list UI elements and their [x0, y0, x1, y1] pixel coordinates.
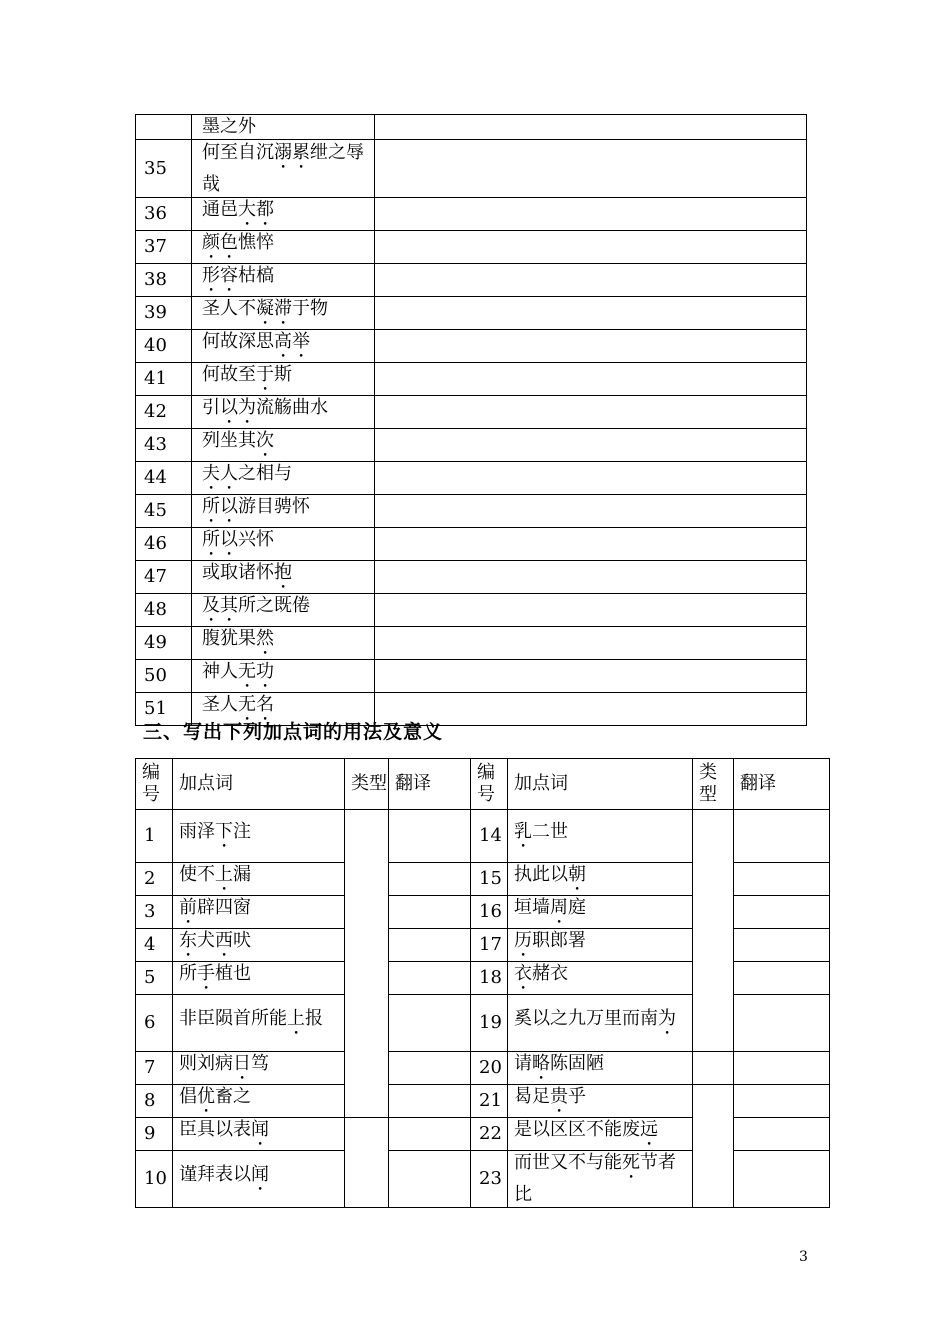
emphasized-char: 历	[514, 930, 532, 951]
translation-cell[interactable]	[389, 1052, 471, 1085]
row-number: 44	[136, 462, 192, 495]
type-cell[interactable]	[693, 810, 734, 1052]
answer-cell[interactable]	[375, 363, 807, 396]
row-number: 23	[471, 1151, 508, 1208]
translation-cell[interactable]	[734, 1085, 830, 1118]
phrase-cell: 臣具以表闻	[173, 1118, 345, 1151]
emphasized-char: 略	[532, 1053, 550, 1074]
row-number: 39	[136, 297, 192, 330]
phrase-cell: 圣人不凝滞于物	[192, 297, 375, 330]
translation-cell[interactable]	[389, 995, 471, 1052]
emphasized-char: 手	[197, 963, 215, 984]
row-number: 5	[136, 962, 173, 995]
emphasized-char: 优	[197, 1086, 215, 1107]
row-number: 4	[136, 929, 173, 962]
type-cell[interactable]	[693, 1052, 734, 1085]
row-number: 7	[136, 1052, 173, 1085]
phrase-cell: 所以兴怀	[192, 528, 375, 561]
table-row	[136, 594, 807, 627]
row-number: 45	[136, 495, 192, 528]
row-number: 37	[136, 231, 192, 264]
table-row	[136, 115, 807, 140]
phrase-cell: 东犬西吠	[173, 929, 345, 962]
translation-cell[interactable]	[734, 896, 830, 929]
translation-cell[interactable]	[734, 810, 830, 863]
phrase-cell: 前辟四窗	[173, 896, 345, 929]
emphasized-char: 累	[292, 141, 310, 163]
answer-cell[interactable]	[375, 429, 807, 462]
phrase-cell: 而世又不与能死节者比	[508, 1151, 693, 1208]
table-row	[136, 363, 807, 396]
phrase-cell: 神人无功	[192, 660, 375, 693]
phrase-cell: 奚以之九万里而南为	[508, 995, 693, 1052]
emphasized-char: 色	[220, 232, 238, 253]
header-word: 加点词	[508, 759, 693, 810]
header-translation: 翻译	[389, 759, 471, 810]
row-number: 35	[136, 140, 192, 198]
answer-cell[interactable]	[375, 297, 807, 330]
answer-cell[interactable]	[375, 140, 807, 198]
table-row	[136, 627, 807, 660]
emphasized-char: 夫	[202, 463, 220, 484]
emphasized-char: 以	[220, 496, 238, 517]
usage-table	[135, 758, 830, 1208]
emphasized-char: 于	[256, 364, 274, 385]
phrase-cell: 请略陈固陋	[508, 1052, 693, 1085]
emphasized-char: 溺	[274, 141, 292, 163]
phrase-cell: 非臣陨首所能上报	[173, 995, 345, 1052]
phrase-cell: 使不上漏	[173, 863, 345, 896]
row-number: 1	[136, 810, 173, 863]
phrase-cell: 何故深思高举	[192, 330, 375, 363]
phrase-cell: 则刘病日笃	[173, 1052, 345, 1085]
row-number: 48	[136, 594, 192, 627]
emphasized-char: 颜	[202, 232, 220, 253]
emphasized-char: 形	[202, 265, 220, 286]
translation-cell[interactable]	[389, 929, 471, 962]
emphasized-char: 下	[215, 821, 233, 842]
row-number: 8	[136, 1085, 173, 1118]
row-number: 43	[136, 429, 192, 462]
emphasized-char: 为	[238, 397, 256, 418]
translation-cell[interactable]	[389, 863, 471, 896]
table-row	[136, 264, 807, 297]
table-row	[136, 660, 807, 693]
answer-cell[interactable]	[375, 330, 807, 363]
section-title: 三、写出下列加点词的用法及意义	[143, 721, 444, 743]
row-number: 51	[136, 693, 192, 726]
answer-cell[interactable]	[375, 198, 807, 231]
phrase-cell: 曷足贵乎	[508, 1085, 693, 1118]
emphasized-char: 无	[238, 694, 256, 715]
row-number: 20	[471, 1052, 508, 1085]
emphasized-char: 名	[256, 694, 274, 715]
row-number: 38	[136, 264, 192, 297]
type-cell[interactable]	[345, 1118, 389, 1208]
phrase-cell: 夫人之相与	[192, 462, 375, 495]
answer-cell[interactable]	[375, 462, 807, 495]
emphasized-char: 周	[550, 897, 568, 918]
emphasized-char: 闻	[251, 1164, 269, 1185]
table-row	[136, 297, 807, 330]
translation-cell[interactable]	[734, 1052, 830, 1085]
phrase-cell: 雨泽下注	[173, 810, 345, 863]
row-number: 6	[136, 995, 173, 1052]
emphasized-char: 上	[287, 1008, 305, 1029]
vocabulary-table	[135, 114, 807, 726]
phrase-cell: 垣墙周庭	[508, 896, 693, 929]
emphasized-char: 衣	[514, 963, 532, 984]
row-number: 16	[471, 896, 508, 929]
emphasized-char: 无	[238, 661, 256, 682]
row-number: 2	[136, 863, 173, 896]
emphasized-char: 人	[220, 463, 238, 484]
emphasized-char: 功	[256, 661, 274, 682]
emphasized-char: 所	[202, 496, 220, 517]
table-row	[136, 330, 807, 363]
answer-cell[interactable]	[375, 264, 807, 297]
row-number: 17	[471, 929, 508, 962]
translation-cell[interactable]	[734, 1151, 830, 1208]
emphasized-char: 举	[292, 331, 310, 352]
emphasized-char: 朝	[568, 864, 586, 885]
phrase-cell: 或取诸怀抱	[192, 561, 375, 594]
emphasized-char: 日	[233, 1053, 251, 1074]
row-number: 18	[471, 962, 508, 995]
header-num: 编号	[471, 759, 508, 810]
phrase-cell: 及其所之既倦	[192, 594, 375, 627]
translation-cell[interactable]	[389, 810, 471, 863]
table-row	[136, 810, 830, 863]
row-number: 36	[136, 198, 192, 231]
header-word: 加点词	[173, 759, 345, 810]
header-type: 类型	[345, 759, 389, 810]
row-number: 22	[471, 1118, 508, 1151]
emphasized-char: 以	[220, 397, 238, 418]
row-number: 50	[136, 660, 192, 693]
table-row	[136, 561, 807, 594]
phrase-cell: 墨之外	[192, 115, 375, 140]
phrase-cell: 倡优畜之	[173, 1085, 345, 1118]
answer-cell[interactable]	[375, 561, 807, 594]
phrase-cell: 形容枯槁	[192, 264, 375, 297]
table-row	[136, 462, 807, 495]
row-number: 46	[136, 528, 192, 561]
row-number: 40	[136, 330, 192, 363]
type-cell[interactable]	[693, 1085, 734, 1208]
phrase-cell: 所以游目骋怀	[192, 495, 375, 528]
phrase-cell: 颜色憔悴	[192, 231, 375, 264]
header-type: 类型	[693, 759, 734, 810]
phrase-cell: 列坐其次	[192, 429, 375, 462]
answer-cell[interactable]	[375, 627, 807, 660]
emphasized-char: 凝	[256, 298, 274, 319]
answer-cell[interactable]	[375, 495, 807, 528]
emphasized-char: 都	[256, 199, 274, 220]
row-number: 49	[136, 627, 192, 660]
row-number: 3	[136, 896, 173, 929]
emphasized-char: 上	[215, 864, 233, 885]
emphasized-char: 抱	[274, 562, 292, 583]
emphasized-char: 其	[220, 595, 238, 616]
emphasized-char: 远	[640, 1119, 658, 1140]
phrase-cell: 执此以朝	[508, 863, 693, 896]
row-number	[136, 115, 192, 140]
answer-cell[interactable]	[375, 528, 807, 561]
emphasized-char: 所	[202, 529, 220, 550]
phrase-cell: 是以区区不能废远	[508, 1118, 693, 1151]
translation-cell[interactable]	[734, 962, 830, 995]
translation-cell[interactable]	[389, 1085, 471, 1118]
row-number: 41	[136, 363, 192, 396]
header-row	[136, 759, 830, 810]
row-number: 19	[471, 995, 508, 1052]
table-row	[136, 528, 807, 561]
table-row	[136, 140, 807, 198]
phrase-cell: 何至自沉溺累绁之辱哉	[192, 140, 375, 198]
phrase-cell: 历职郎署	[508, 929, 693, 962]
answer-cell[interactable]	[375, 231, 807, 264]
phrase-cell: 圣人无名	[192, 693, 375, 726]
translation-cell[interactable]	[734, 1118, 830, 1151]
type-cell[interactable]	[345, 810, 389, 1118]
emphasized-char: 高	[274, 331, 292, 352]
phrase-cell: 腹犹果然	[192, 627, 375, 660]
phrase-cell: 衣赭衣	[508, 962, 693, 995]
emphasized-char: 大	[238, 199, 256, 220]
phrase-cell: 谨拜表以闻	[173, 1151, 345, 1208]
emphasized-char: 然	[256, 628, 274, 649]
emphasized-char: 乳	[514, 821, 532, 842]
emphasized-char: 闻	[251, 1119, 269, 1140]
phrase-cell: 乳二世	[508, 810, 693, 863]
answer-cell[interactable]	[375, 396, 807, 429]
emphasized-char: 西	[215, 930, 233, 951]
answer-cell[interactable]	[375, 115, 807, 140]
answer-cell[interactable]	[375, 660, 807, 693]
phrase-cell: 所手植也	[173, 962, 345, 995]
row-number: 42	[136, 396, 192, 429]
header-translation: 翻译	[734, 759, 830, 810]
header-num: 编号	[136, 759, 173, 810]
row-number: 10	[136, 1151, 173, 1208]
page-number: 3	[799, 1249, 808, 1265]
table-row	[136, 495, 807, 528]
translation-cell[interactable]	[734, 929, 830, 962]
phrase-cell: 通邑大都	[192, 198, 375, 231]
emphasized-char: 次	[256, 430, 274, 451]
translation-cell[interactable]	[389, 962, 471, 995]
translation-cell[interactable]	[389, 1118, 471, 1151]
row-number: 9	[136, 1118, 173, 1151]
table-row	[136, 231, 807, 264]
phrase-cell: 何故至于斯	[192, 363, 375, 396]
emphasized-char: 死	[622, 1152, 640, 1173]
emphasized-char: 前	[179, 897, 197, 918]
emphasized-char: 东	[179, 930, 197, 951]
answer-cell[interactable]	[375, 594, 807, 627]
table-row	[136, 1085, 830, 1118]
row-number: 47	[136, 561, 192, 594]
emphasized-char: 容	[220, 265, 238, 286]
table-row	[136, 198, 807, 231]
table-row	[136, 396, 807, 429]
emphasized-char: 为	[658, 1008, 676, 1029]
translation-cell[interactable]	[734, 995, 830, 1052]
row-number: 14	[471, 810, 508, 863]
emphasized-char: 贵	[550, 1086, 568, 1107]
row-number: 15	[471, 863, 508, 896]
translation-cell[interactable]	[734, 863, 830, 896]
translation-cell[interactable]	[389, 896, 471, 929]
emphasized-char: 以	[220, 529, 238, 550]
row-number: 21	[471, 1085, 508, 1118]
table-row	[136, 429, 807, 462]
table-row	[136, 1052, 830, 1085]
translation-cell[interactable]	[389, 1151, 471, 1208]
emphasized-char: 及	[202, 595, 220, 616]
phrase-cell: 引以为流觞曲水	[192, 396, 375, 429]
emphasized-char: 滞	[274, 298, 292, 319]
